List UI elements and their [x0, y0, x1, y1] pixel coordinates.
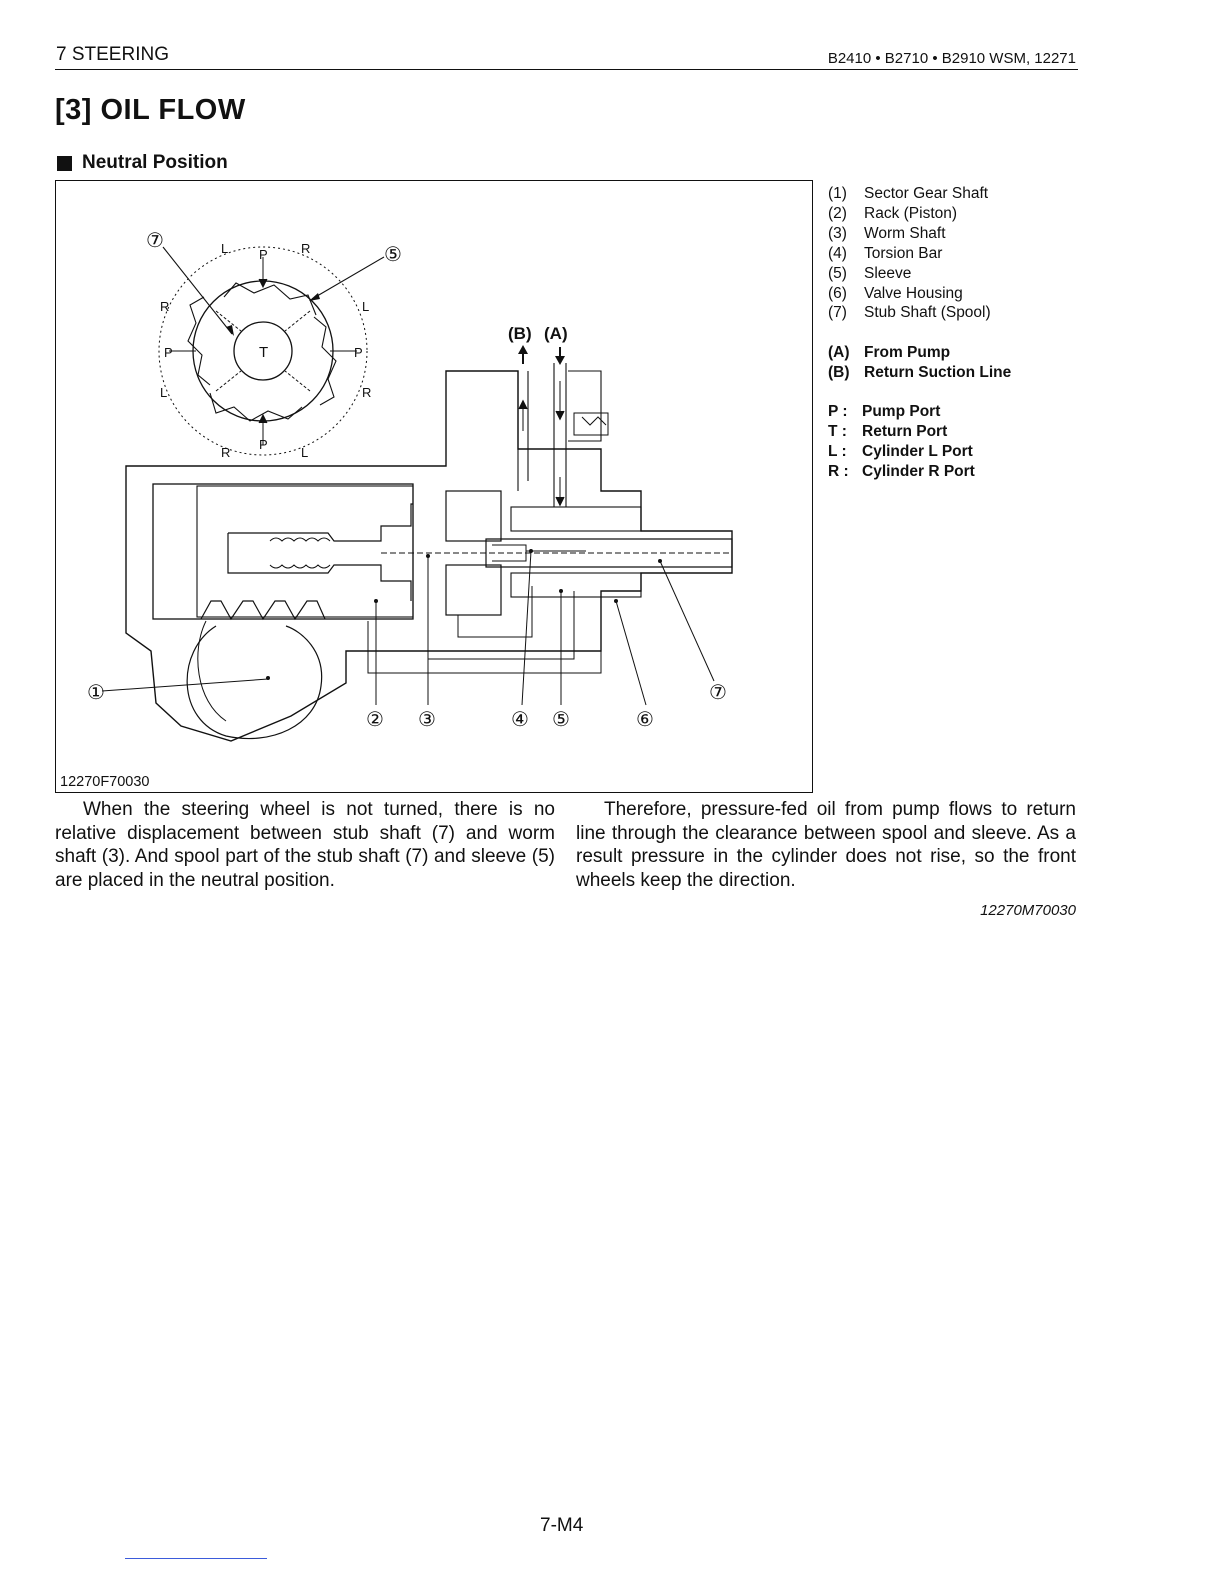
port-letter: L: [160, 385, 168, 400]
flow-label-a: (A): [544, 324, 568, 343]
port-letter: P: [354, 345, 363, 360]
callout-3: ③: [418, 707, 436, 731]
port-letter: R: [160, 299, 170, 314]
callout-7: ⑦: [146, 228, 164, 252]
body-paragraph-right: Therefore, pressure-fed oil from pump flows to return line through the clearance between spool and sleeve. As a result pressure in the cylinder does not rise, so the front wheels keep the direction.: [576, 799, 1076, 891]
callout-1: ①: [87, 680, 105, 704]
flow-label-b: (B): [508, 324, 532, 343]
flow-indicators: [508, 324, 568, 365]
figure-code: 12270F70030: [60, 774, 150, 790]
footer-divider: [125, 1558, 267, 1559]
legend-item: (6) Valve Housing: [828, 284, 963, 302]
body-paragraph-left: When the steering wheel is not turned, there is no relative displacement between stub shaft (7) and worm shaft (3). And spool part of the stub shaft (7) and sleeve (5) are placed in the neutral position.: [55, 799, 555, 891]
port-letter: L: [301, 445, 309, 460]
port-letter: P: [164, 345, 173, 360]
square-bullet-icon: [57, 156, 72, 171]
port-letter: T: [259, 344, 269, 361]
subsection-title: Neutral Position: [82, 152, 228, 173]
port-letter: P: [259, 437, 268, 452]
page-number: 7-M4: [540, 1515, 584, 1536]
port-letter: R: [362, 385, 372, 400]
oil-flow-figure: [55, 180, 813, 793]
legend-item: L : Cylinder L Port: [828, 442, 973, 460]
up-arrow-icon: [518, 345, 528, 354]
subsection-heading: [57, 152, 228, 174]
legend-item: (A) From Pump: [828, 344, 951, 362]
figure-legend: [828, 184, 1011, 482]
callout-4: ④: [511, 707, 529, 731]
legend-item: (4) Torsion Bar: [828, 244, 943, 262]
gearbox-body: [126, 363, 732, 741]
legend-item: (2) Rack (Piston): [828, 204, 958, 222]
port-letter: R: [301, 241, 311, 256]
legend-item: R : Cylinder R Port: [828, 462, 975, 480]
valve-cross-section: [159, 247, 384, 455]
chapter-heading: 7 STEERING: [56, 44, 169, 65]
line-list: [828, 343, 1011, 383]
legend-item: (1) Sector Gear Shaft: [828, 185, 989, 202]
section-title: [3] OIL FLOW: [55, 94, 246, 126]
callout-6: ⑥: [636, 707, 654, 731]
legend-item: T : Return Port: [828, 423, 948, 441]
port-list: [828, 402, 1011, 482]
parts-list: [828, 184, 1011, 323]
legend-item: (5) Sleeve: [828, 264, 912, 282]
steering-valve-diagram: [56, 181, 814, 794]
legend-item: P : Pump Port: [828, 403, 941, 421]
document-code: 12270M70030: [980, 902, 1076, 919]
callout-7: ⑦: [709, 680, 727, 704]
down-arrow-icon: [555, 356, 565, 365]
port-letter: L: [362, 299, 370, 314]
port-letter: L: [221, 241, 229, 256]
port-letter: R: [221, 445, 231, 460]
header-rule: [55, 69, 1078, 70]
manual-reference: B2410 • B2710 • B2910 WSM, 12271: [827, 50, 1076, 67]
legend-item: (B) Return Suction Line: [828, 364, 1012, 382]
callout-5: ⑤: [552, 707, 570, 731]
legend-item: (3) Worm Shaft: [828, 224, 946, 242]
port-letter: P: [259, 247, 268, 262]
callout-5: ⑤: [384, 242, 402, 266]
callout-2: ②: [366, 707, 384, 731]
legend-item: (7) Stub Shaft (Spool): [828, 304, 991, 322]
